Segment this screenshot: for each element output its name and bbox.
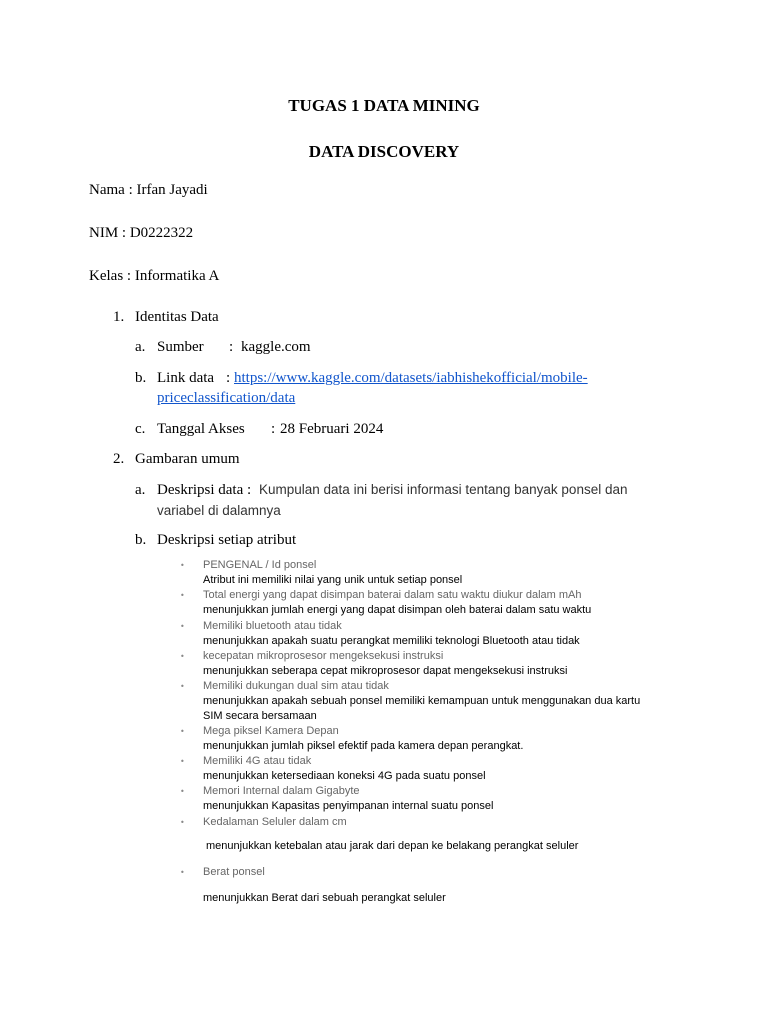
- section1-item-b-sep: :: [226, 370, 231, 386]
- section1-title: Identitas Data: [135, 309, 219, 325]
- section2-attr-letter: b.: [135, 532, 147, 548]
- section1-item-a-sep: :: [229, 339, 234, 355]
- attribute-name: Memiliki bluetooth atau tidak: [203, 620, 342, 632]
- section1-item-c-letter: c.: [135, 421, 146, 437]
- section1-item-b-label: Link data: [157, 370, 215, 386]
- section1-item-b-letter: b.: [135, 370, 147, 386]
- section2-desc-label: Deskripsi data :: [157, 482, 252, 498]
- attribute-desc: menunjukkan ketersediaan koneksi 4G pada suatu ponsel: [203, 770, 486, 782]
- attribute-name: PENGENAL / Id ponsel: [203, 559, 317, 571]
- attribute-desc: Atribut ini memiliki nilai yang unik untuk setiap ponsel: [203, 574, 463, 586]
- section1-item-a-label: Sumber: [157, 339, 204, 355]
- bullet-icon: •: [180, 787, 185, 796]
- attribute-name: Kedalaman Seluler dalam cm: [203, 816, 347, 828]
- bullet-icon: •: [180, 757, 185, 766]
- attribute-name: Memiliki dukungan dual sim atau tidak: [203, 680, 389, 692]
- attribute-name: Memori Internal dalam Gigabyte: [203, 785, 360, 797]
- attribute-desc: menunjukkan jumlah energi yang dapat disimpan oleh baterai dalam satu waktu: [203, 604, 592, 616]
- section2-desc-letter: a.: [135, 482, 146, 498]
- dataset-link-line1[interactable]: https://www.kaggle.com/datasets/iabhishekofficial/mobile-: [234, 370, 588, 386]
- attribute-name: Memiliki 4G atau tidak: [203, 755, 312, 767]
- section2-attr-heading: Deskripsi setiap atribut: [157, 532, 297, 548]
- section1-item-c-sep: :: [271, 421, 276, 437]
- section1-item-a-value: kaggle.com: [241, 339, 311, 355]
- attribute-name: Berat ponsel: [203, 866, 265, 878]
- attribute-desc: menunjukkan Berat dari sebuah perangkat seluler: [203, 892, 446, 904]
- attribute-name: Mega piksel Kamera Depan: [203, 725, 339, 737]
- student-name: Nama : Irfan Jayadi: [89, 182, 208, 198]
- attribute-desc-continued: SIM secara bersamaan: [203, 710, 317, 722]
- bullet-icon: •: [180, 622, 185, 631]
- section2-desc-text-line1: Kumpulan data ini berisi informasi tentang banyak ponsel dan: [259, 482, 628, 497]
- section1-number: 1.: [113, 309, 125, 325]
- bullet-icon: •: [180, 727, 185, 736]
- attribute-name: Total energi yang dapat disimpan baterai dalam satu waktu diukur dalam mAh: [203, 589, 582, 601]
- student-class: Kelas : Informatika A: [89, 268, 220, 284]
- dataset-link-line2[interactable]: priceclassification/data: [157, 390, 296, 406]
- section2-number: 2.: [113, 451, 125, 467]
- bullet-icon: •: [180, 591, 185, 600]
- section1-item-a-letter: a.: [135, 339, 146, 355]
- attribute-desc: menunjukkan jumlah piksel efektif pada kamera depan perangkat.: [203, 740, 524, 752]
- section2-desc-text-line2: variabel di dalamnya: [157, 503, 281, 518]
- document-subtitle: DATA DISCOVERY: [308, 142, 460, 161]
- section2-title: Gambaran umum: [135, 451, 240, 467]
- student-nim: NIM : D0222322: [89, 225, 194, 241]
- bullet-icon: •: [180, 868, 185, 877]
- attribute-desc: menunjukkan seberapa cepat mikroprosesor dapat mengeksekusi instruksi: [203, 665, 568, 677]
- document-title: TUGAS 1 DATA MINING: [288, 96, 480, 115]
- section1-item-c-value: 28 Februari 2024: [280, 421, 384, 437]
- attribute-desc: menunjukkan apakah suatu perangkat memiliki teknologi Bluetooth atau tidak: [203, 635, 580, 647]
- bullet-icon: •: [180, 652, 185, 661]
- attribute-desc: menunjukkan Kapasitas penyimpanan internal suatu ponsel: [203, 800, 494, 812]
- bullet-icon: •: [180, 561, 185, 570]
- attribute-name: kecepatan mikroprosesor mengeksekusi instruksi: [203, 650, 444, 662]
- attribute-desc: menunjukkan apakah sebuah ponsel memiliki kemampuan untuk menggunakan dua kartu: [203, 695, 641, 707]
- bullet-icon: •: [180, 818, 185, 827]
- bullet-icon: •: [180, 682, 185, 691]
- attribute-desc: menunjukkan ketebalan atau jarak dari depan ke belakang perangkat seluler: [206, 840, 579, 852]
- section1-item-c-label: Tanggal Akses: [157, 421, 245, 437]
